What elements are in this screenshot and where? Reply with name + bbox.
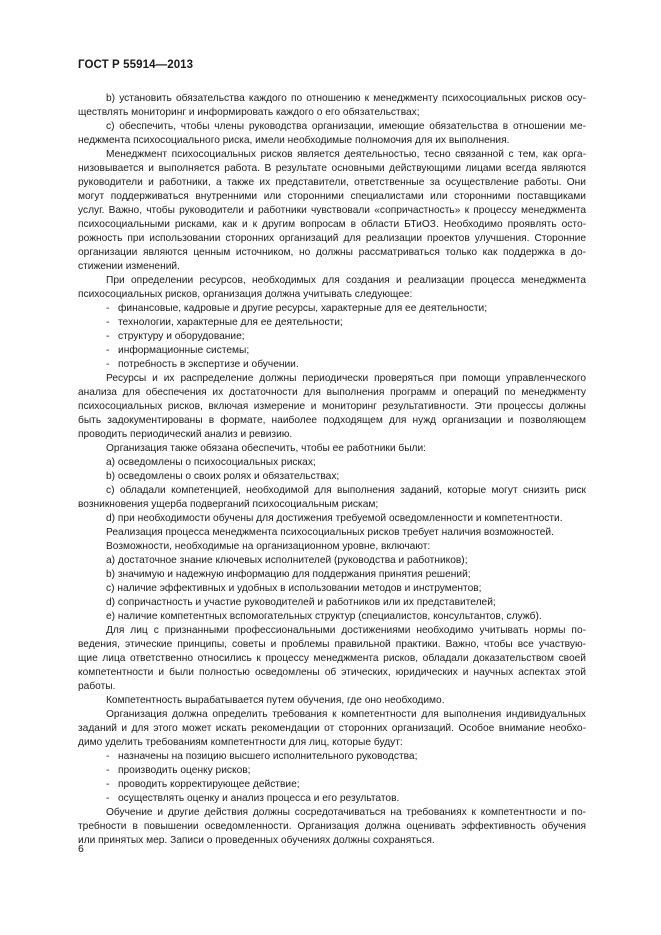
line-text: димо уделить требованиям компетентности для лиц, которые будут: — [78, 737, 403, 748]
text-line — [78, 386, 586, 400]
text-line — [78, 820, 586, 834]
bullet-dash: - — [106, 303, 110, 314]
line-text: Возможности, необходимые на организационном уровне, включают: — [106, 541, 431, 552]
line-text: b) осведомлены о своих ролях и обязательствах; — [106, 471, 340, 482]
line-text: Реализация процесса менеджмента психосоциальных рисков требует наличия возможностей. — [106, 527, 554, 538]
line-text: структуру и оборудование; — [118, 331, 245, 342]
text-line — [78, 638, 586, 652]
text-line — [78, 680, 586, 694]
text-line — [78, 274, 586, 288]
line-text: Менеджмент психосоциальных рисков является деятельностью, тесно связанной с тем, как орга- — [106, 149, 586, 160]
text-line — [78, 400, 586, 414]
line-text: информационные системы; — [118, 345, 250, 356]
text-line — [78, 176, 586, 190]
text-line — [78, 470, 586, 484]
bullet-dash: - — [106, 359, 110, 370]
line-text: компетентности и были полностью осведомлены об этических, юридических и научных аспектах этой — [78, 667, 586, 678]
line-text: услуг. Важно, чтобы руководители и работники чувствовали «сопричастность» к процессу менеджмента — [78, 205, 586, 216]
text-line — [78, 288, 586, 302]
line-text: осуществлять оценку и анализ процесса и его результатов. — [118, 793, 400, 804]
line-text: Организация также обязана обеспечить, чтобы ее работники были: — [106, 443, 426, 454]
bullet-dash: - — [106, 751, 110, 762]
line-text: b) значимую и надежную информацию для поддержания принятия решений; — [106, 569, 471, 580]
text-line — [78, 512, 586, 526]
line-text: возникновения ущерба подверганий психосоциальным рискам; — [78, 499, 379, 510]
page-number: 6 — [78, 843, 84, 855]
line-text: щие лица ответственно относились к процессу менеджмента рисков, обладали доказательством своей — [78, 653, 586, 664]
line-text: или принятых мер. Записи о проведенных обучениях должны сохраняться. — [78, 835, 435, 846]
line-text: Компетентность вырабатывается путем обучения, где оно необходимо. — [106, 695, 445, 706]
line-text: анализа для обеспечения их достаточности для выполнения программ и операций по менеджменту — [78, 387, 586, 398]
text-line — [78, 134, 586, 148]
text-line — [78, 666, 586, 680]
line-text: Ресурсы и их распределение должны периодически проверяться при помощи управленческого — [106, 373, 586, 384]
line-text: a) осведомлены о психосоциальных рисках; — [106, 457, 316, 468]
text-line — [78, 260, 586, 274]
bullet-dash: - — [106, 779, 110, 790]
line-text: производить оценку рисков; — [118, 765, 251, 776]
list-bullet-item — [78, 316, 586, 330]
text-line — [78, 120, 586, 134]
text-line — [78, 736, 586, 750]
text-line — [78, 92, 586, 106]
text-line — [78, 372, 586, 386]
line-text: заданий и для этого может искать рекомендации от сторонних организаций. Особое внимание необхо- — [78, 723, 586, 734]
text-line — [78, 554, 586, 568]
line-text: проводить корректирующее действие; — [118, 779, 300, 790]
line-text: рожность при использовании сторонних организаций для реализации проектов улучшения. Сторонние — [78, 233, 586, 244]
list-bullet-item — [78, 764, 586, 778]
line-text: быть задокументированы в формате, наиболее подходящем для нужд организации и позволяющем — [78, 415, 586, 426]
line-text: e) наличие компетентных вспомогательных структур (специалистов, консультантов, служб). — [106, 611, 542, 622]
line-text: c) наличие эффективных и удобных в использовании методов и инструментов; — [106, 583, 482, 594]
line-text: c) обеспечить, чтобы члены руководства организации, имеющие обязательства в отношении ме- — [106, 121, 586, 132]
line-text: низовывается и выполняется работа. В результате основными действующими лицами всегда являются — [78, 163, 586, 174]
list-bullet-item — [78, 344, 586, 358]
text-line — [78, 624, 586, 638]
text-line — [78, 106, 586, 120]
line-text: При определении ресурсов, необходимых для создания и реализации процесса менеджмента — [106, 275, 586, 286]
line-text: b) установить обязательства каждого по отношению к менеджменту психосоциальных рисков осу- — [106, 93, 586, 104]
text-line — [78, 148, 586, 162]
bullet-dash: - — [106, 331, 110, 342]
line-text: a) достаточное знание ключевых исполнителей (руководства и работников); — [106, 555, 468, 566]
line-text: стижении изменений. — [78, 261, 180, 272]
text-line — [78, 694, 586, 708]
text-line — [78, 526, 586, 540]
line-text: ществлять мониторинг и информировать каждого о его обязательствах; — [78, 107, 420, 118]
bullet-dash: - — [106, 345, 110, 356]
text-line — [78, 806, 586, 820]
text-line — [78, 190, 586, 204]
text-line — [78, 232, 586, 246]
line-text: требности в повышении осведомленности. Организация должна оценивать эффективность обучения — [78, 821, 586, 832]
line-text: технологии, характерные для ее деятельности; — [118, 317, 343, 328]
line-text: могут поддерживаться внутренними или сторонними специалистами или сторонними поставщиками — [78, 191, 586, 202]
list-bullet-item — [78, 358, 586, 372]
line-text: Для лиц с признанными профессиональными достижениями необходимо учитывать нормы по- — [106, 625, 586, 636]
list-bullet-item — [78, 792, 586, 806]
text-line — [78, 582, 586, 596]
text-line — [78, 498, 586, 512]
bullet-dash: - — [106, 793, 110, 804]
line-text: работы. — [78, 681, 116, 692]
text-line — [78, 610, 586, 624]
text-line — [78, 708, 586, 722]
text-line — [78, 652, 586, 666]
line-text: d) сопричастность и участие руководителей и работников или их представителей; — [106, 597, 496, 608]
text-line — [78, 722, 586, 736]
text-line — [78, 428, 586, 442]
text-line — [78, 204, 586, 218]
text-line — [78, 484, 586, 498]
document-standard-id: ГОСТ Р 55914—2013 — [78, 59, 194, 71]
text-line — [78, 414, 586, 428]
line-text: ведения, этические принципы, советы и проблемы правильной практики. Важно, чтобы все участвую- — [78, 639, 586, 650]
text-line — [78, 596, 586, 610]
text-line — [78, 540, 586, 554]
text-line — [78, 834, 586, 848]
line-text: организации являются ценным источником, но должны рассматриваться только как поддержка в до- — [78, 247, 586, 258]
line-text: психосоциальных рисков, организация должна учитывать следующее: — [78, 289, 413, 300]
line-text: Обучение и другие действия должны сосредотачиваться на требованиях к компетентности и по- — [106, 807, 586, 818]
line-text: проводить периодический анализ и ревизию. — [78, 429, 293, 440]
text-line — [78, 568, 586, 582]
text-line — [78, 442, 586, 456]
list-bullet-item — [78, 330, 586, 344]
line-text: финансовые, кадровые и другие ресурсы, характерные для ее деятельности; — [118, 303, 488, 314]
line-text: психосоциальными рисками, как и к другим вопросам в области БТиОЗ. Необходимо проявлять осто- — [78, 219, 586, 230]
line-text: назначены на позицию высшего исполнительного руководства; — [118, 751, 418, 762]
bullet-dash: - — [106, 317, 110, 328]
line-text: руководители и работники, а также их представители, ответственные за осуществление работы. Они — [78, 177, 586, 188]
text-line — [78, 218, 586, 232]
line-text: c) обладали компетенцией, необходимой для выполнения заданий, которые могут снизить риск — [106, 485, 586, 496]
list-bullet-item — [78, 778, 586, 792]
line-text: потребность в экспертизе и обучении. — [118, 359, 299, 370]
text-line — [78, 456, 586, 470]
list-bullet-item — [78, 750, 586, 764]
document-body — [78, 92, 586, 848]
text-line — [78, 246, 586, 260]
list-bullet-item — [78, 302, 586, 316]
line-text: неджмента психосоциального риска, имели необходимые полномочия для их выполнения. — [78, 135, 510, 146]
bullet-dash: - — [106, 765, 110, 776]
text-line — [78, 162, 586, 176]
line-text: Организация должна определить требования к компетентности для выполнения индивидуальных — [106, 709, 586, 720]
line-text: психосоциальных рисков, включая измерение и мониторинг результативности. Эти процессы должны — [78, 401, 586, 412]
line-text: d) при необходимости обучены для достижения требуемой осведомленности и компетентности. — [106, 513, 563, 524]
